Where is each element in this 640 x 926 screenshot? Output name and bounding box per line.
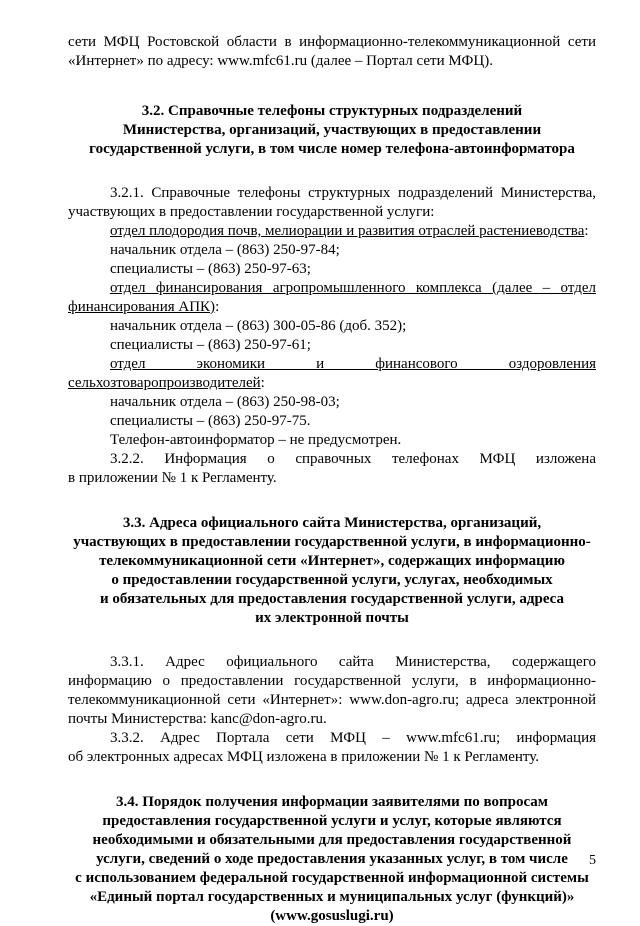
para-3-3-1-line-4: почты Министерства: kanc@don-agro.ru. — [68, 711, 327, 727]
heading-line: услуги, сведений о ходе предоставления указанных услуг, в том числе — [96, 851, 568, 867]
dept-1-spec-phone: специалисты – (863) 250-97-63; — [110, 261, 311, 277]
heading-line: их электронной почты — [255, 610, 409, 626]
heading-line: телекоммуникационной сети «Интернет», содержащих информацию — [99, 553, 565, 569]
autoinformer-line: Телефон-автоинформатор – не предусмотрен. — [110, 432, 402, 448]
dept-2-name-line-1: отдел финансирования агропромышленного комплекса (далее – отдел — [110, 280, 596, 296]
dept-1-name-text: отдел плодородия почв, мелиорации и развития отраслей растениеводства — [110, 223, 585, 239]
intro-line-2: «Интернет» по адресу: www.mfc61.ru (далее – Портал сети МФЦ). — [68, 53, 493, 69]
heading-line: с использованием федеральной государственной информационной системы — [75, 870, 589, 886]
dept-3-name-line-1: отдел экономики и финансового оздоровления — [110, 356, 596, 372]
heading-line: 3.4. Порядок получения информации заявителями по вопросам — [115, 794, 549, 810]
dept-3-head-phone: начальник отдела – (863) 250-98-03; — [110, 394, 340, 410]
section-3-2-heading — [68, 102, 596, 159]
dept-3-spec-phone: специалисты – (863) 250-97-75. — [110, 413, 311, 429]
heading-line: государственной услуги, в том числе номер телефона-автоинформатора — [89, 141, 575, 157]
heading-line: и обязательных для предоставления государственной услуги, адреса — [99, 591, 564, 607]
para-3-3-1-line-2: информацию о предоставлении государственной услуги, в информационно- — [68, 673, 596, 689]
heading-line: Министерства, организаций, участвующих в предоставлении — [122, 122, 542, 138]
dept-2-head-phone: начальник отдела – (863) 300-05-86 (доб. 352); — [110, 318, 407, 334]
para-3-3-1-line-1: 3.3.1. Адрес официального сайта Министерства, содержащего — [110, 654, 596, 670]
para-3-2-2-line-1: 3.2.2. Информация о справочных телефонах МФЦ изложена — [110, 451, 596, 467]
para-3-2-1-line-1: 3.2.1. Справочные телефоны структурных подразделений Министерства, — [110, 185, 596, 201]
para-3-3-2-line-2: об электронных адресах МФЦ изложена в приложении № 1 к Регламенту. — [68, 749, 539, 765]
dept-2-name-text: финансирования АПК) — [68, 299, 216, 315]
section-3-3-heading — [68, 514, 596, 628]
heading-line: «Единый портал государственных и муниципальных услуг (функций)» — [89, 889, 575, 905]
dept-1-name — [68, 222, 596, 241]
heading-line: 3.2. Справочные телефоны структурных подразделений — [141, 103, 523, 119]
para-3-3-2-line-1: 3.3.2. Адрес Портала сети МФЦ – www.mfc61.ru; информация — [110, 730, 596, 746]
intro-line-1: сети МФЦ Ростовской области в информационно-телекоммуникационной сети — [68, 34, 596, 50]
para-3-3-1-line-3: телекоммуникационной сети «Интернет»: www.don-agro.ru; адреса электронной — [68, 692, 596, 708]
heading-line: необходимыми и обязательными для предоставления государственной — [92, 832, 572, 848]
heading-line: о предоставлении государственной услуги, услугах, необходимых — [111, 572, 553, 588]
heading-line: (www.gosuslugi.ru) — [270, 908, 394, 924]
para-3-2-1-line-2: участвующих в предоставлении государственной услуги: — [68, 204, 435, 220]
dept-3-colon: : — [260, 375, 265, 391]
dept-1-colon: : — [584, 223, 589, 239]
dept-2-name-line-2 — [68, 298, 596, 317]
heading-line: 3.3. Адреса официального сайта Министерства, организаций, — [122, 515, 542, 531]
dept-2-colon: : — [215, 299, 220, 315]
heading-line: предоставления государственной услуги и услуг, которые являются — [102, 813, 562, 829]
dept-3-name-text: сельхозтоваропроизводителей — [68, 375, 261, 391]
dept-2-spec-phone: специалисты – (863) 250-97-61; — [110, 337, 311, 353]
section-3-4-heading — [68, 793, 596, 926]
page-number: 5 — [589, 853, 596, 868]
para-3-2-2-line-2: в приложении № 1 к Регламенту. — [68, 470, 277, 486]
dept-3-name-line-2 — [68, 374, 596, 393]
heading-line: участвующих в предоставлении государственной услуги, в информационно- — [73, 534, 591, 550]
dept-1-head-phone: начальник отдела – (863) 250-97-84; — [110, 242, 340, 258]
